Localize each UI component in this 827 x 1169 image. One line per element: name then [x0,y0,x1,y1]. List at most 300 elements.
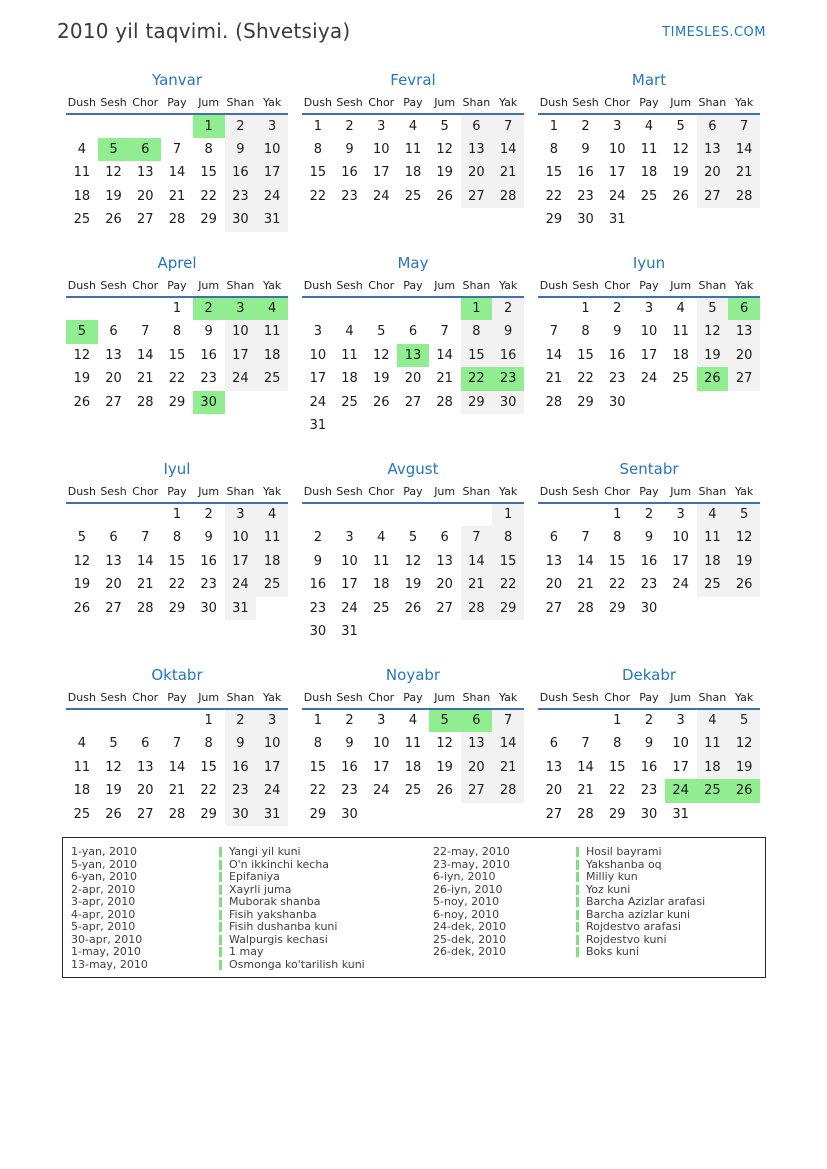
month-title: Iyun [632,253,666,272]
day-cell: 4 [256,503,288,527]
legend-holiday-name: Hosil bayrami [576,846,662,859]
day-cell-empty [334,297,366,321]
day-cell: 2 [581,118,590,134]
day-cell: 29 [168,600,186,616]
legend-holiday-name: Yoz kuni [576,884,630,897]
day-cell: 25 [672,371,689,387]
day-cell: 20 [105,371,122,387]
day-cell: 29 [492,597,524,621]
day-cell: 23 [200,577,217,593]
legend-row [71,959,433,972]
day-cell: 28 [492,779,524,803]
holiday-marker-icon [576,922,579,932]
day-cell: 4 [408,713,418,729]
day-cell: 24 [256,185,288,209]
day-cell: 27 [728,367,760,391]
day-cell: 1 [204,713,213,729]
day-cell-empty [728,208,760,232]
day-cell-empty [129,709,161,733]
day-cell-empty [98,114,130,138]
day-cell: 11 [372,553,390,569]
day-cell: 7 [172,736,182,752]
legend-date: 30-apr, 2010 [71,932,143,946]
day-cell: 3 [676,713,685,729]
day-cell: 13 [436,553,453,569]
weekday-header: Chor [132,96,159,109]
day-cell: 7 [141,530,150,546]
month-table [302,482,524,644]
day-cell: 24 [309,394,327,410]
day-cell-empty [665,391,697,415]
day-cell: 23 [200,371,217,387]
weekday-header: Shan [226,690,255,704]
weekday-header: Shan [226,96,255,109]
holiday-marker-icon [576,910,579,920]
day-cell: 17 [225,344,257,368]
holiday-marker-icon [219,922,222,932]
brand-link[interactable]: TIMESLES.COM [662,25,766,40]
day-cell-empty [98,503,130,527]
day-cell: 31 [608,212,626,228]
day-cell-empty [461,414,493,438]
day-cell-empty [538,503,570,527]
day-cell: 26 [105,806,122,822]
day-cell: 20 [105,577,122,593]
day-cell: 15 [168,553,186,569]
day-cell: 2 [225,709,257,733]
month-table [66,93,288,232]
day-cell: 15 [608,759,626,775]
day-cell: 9 [581,141,590,157]
day-cell: 4 [697,709,729,733]
legend-holiday-name: Walpurgis kechasi [219,934,328,947]
day-cell: 7 [461,526,493,550]
month-sentabr [538,459,760,621]
legend-holiday-name: Fisih yakshanba [219,909,317,922]
holiday-marker-icon [219,885,222,895]
day-cell: 29 [545,212,563,228]
day-cell: 28 [492,185,524,209]
day-cell: 8 [172,530,182,546]
weekday-header: Chor [604,484,631,498]
day-cell: 6 [141,736,150,752]
day-cell: 7 [172,141,182,157]
day-cell: 15 [200,165,217,181]
month-table [66,482,288,621]
day-cell: 4 [77,736,86,752]
month-title: Oktabr [151,665,203,684]
weekday-header: Pay [403,278,423,292]
day-cell-empty [365,620,397,644]
day-cell: 3 [225,503,257,527]
legend-date: 26-iyn, 2010 [433,882,503,896]
day-cell: 12 [436,736,453,752]
day-cell: 30 [193,391,225,415]
day-cell-empty [397,297,429,321]
weekday-header: Dush [539,278,568,292]
day-cell: 29 [608,806,626,822]
day-cell: 30 [492,391,524,415]
day-cell: 11 [697,526,729,550]
day-cell: 19 [697,344,729,368]
day-cell: 6 [440,530,449,546]
day-cell-empty [429,414,461,438]
day-cell: 11 [672,324,689,340]
day-cell: 30 [309,624,327,640]
day-cell: 28 [728,185,760,209]
day-cell: 14 [136,553,154,569]
day-cell: 5 [676,118,685,134]
day-cell: 26 [672,188,689,204]
day-cell: 31 [341,624,358,640]
weekday-header: Jum [434,690,456,704]
weekday-header: Sesh [336,484,363,498]
weekday-header: Shan [698,690,727,704]
day-cell: 5 [429,709,461,733]
legend-row [71,871,433,884]
day-cell: 12 [372,347,390,363]
weekday-header: Sesh [572,96,599,109]
day-cell: 22 [309,188,327,204]
month-title: Yanvar [151,71,203,89]
day-cell: 1 [461,297,493,321]
day-cell: 18 [672,347,689,363]
weekday-header: Sesh [572,484,599,498]
day-cell: 27 [697,185,729,209]
day-cell: 21 [461,573,493,597]
day-cell: 20 [136,783,154,799]
day-cell: 8 [461,320,493,344]
day-cell: 19 [436,165,453,181]
day-cell: 6 [109,530,118,546]
day-cell: 16 [608,347,626,363]
day-cell: 30 [200,600,217,616]
day-cell: 8 [172,324,182,340]
day-cell: 24 [372,783,390,799]
weekday-header: Shan [698,484,727,498]
day-cell: 9 [225,732,257,756]
month-yanvar [66,70,288,232]
legend-holiday-name: Barcha Azizlar arafasi [576,896,705,909]
day-cell: 26 [728,779,760,803]
day-cell: 14 [168,165,186,181]
weekday-header: Jum [198,278,220,292]
day-cell-empty [429,503,461,527]
day-cell: 25 [697,573,729,597]
holiday-marker-icon [219,947,222,957]
day-cell: 26 [436,783,453,799]
day-cell: 17 [225,550,257,574]
weekday-header: Yak [262,96,282,109]
legend-column-left [71,846,433,977]
day-cell: 8 [549,141,558,157]
weekday-header: Yak [498,484,518,498]
weekday-header: Yak [734,690,754,704]
day-cell: 22 [577,371,594,387]
day-cell: 30 [608,394,626,410]
day-cell: 3 [377,118,386,134]
day-cell: 19 [73,577,91,593]
day-cell: 15 [461,344,493,368]
legend-date: 2-apr, 2010 [71,882,136,896]
day-cell: 25 [256,573,288,597]
day-cell-empty [570,709,602,733]
day-cell: 18 [256,550,288,574]
day-cell: 1 [313,118,322,134]
day-cell: 10 [256,732,288,756]
legend-date: 26-dek, 2010 [433,945,507,958]
day-cell: 30 [341,806,358,822]
page-title: 2010 yil taqvimi. (Shvetsiya) [57,19,351,43]
day-cell: 4 [408,118,418,134]
day-cell: 14 [577,759,594,775]
day-cell: 14 [545,347,563,363]
month-table [66,276,288,415]
day-cell: 6 [549,530,558,546]
weekday-header: Pay [167,484,187,498]
day-cell: 13 [105,347,122,363]
day-cell: 23 [577,188,594,204]
day-cell: 22 [492,573,524,597]
weekday-header: Sesh [336,278,363,292]
weekday-header: Yak [734,96,754,109]
month-noyabr [302,665,524,827]
day-cell-empty [665,597,697,621]
legend-holiday-name: Rojdestvo kuni [576,934,667,947]
day-cell-empty [429,297,461,321]
day-cell: 4 [377,530,386,546]
day-cell: 31 [672,806,689,822]
weekday-header: Shan [226,484,255,498]
calendar-grid [66,70,827,826]
day-cell: 7 [728,114,760,138]
day-cell: 1 [549,118,558,134]
legend-holiday-name: Barcha azizlar kuni [576,909,690,922]
weekday-header: Yak [498,96,518,109]
day-cell-empty [66,297,98,321]
weekday-header: Dush [303,690,332,704]
weekday-header: Jum [198,484,220,498]
day-cell: 9 [492,320,524,344]
day-cell: 29 [309,806,327,822]
day-cell: 24 [225,573,257,597]
weekday-header: Jum [670,278,692,292]
day-cell: 8 [581,324,590,340]
day-cell: 10 [640,324,658,340]
day-cell: 31 [256,803,288,827]
month-title: Iyul [163,459,191,478]
legend-holiday-name: Fisih dushanba kuni [219,921,337,934]
day-cell: 23 [225,779,257,803]
legend-date: 4-apr, 2010 [71,907,136,921]
day-cell: 2 [492,297,524,321]
weekday-header: Sesh [100,96,127,109]
day-cell: 22 [608,783,626,799]
day-cell-empty [492,620,524,644]
day-cell: 18 [697,550,729,574]
day-cell-empty [66,503,98,527]
legend-date: 23-may, 2010 [433,857,510,871]
day-cell: 28 [436,394,453,410]
month-table [302,688,524,827]
weekday-header: Jum [198,690,220,704]
day-cell-empty [697,208,729,232]
day-cell: 1 [581,301,590,317]
day-cell: 5 [377,324,386,340]
day-cell: 15 [492,550,524,574]
legend-column-right [433,846,765,977]
day-cell: 8 [204,736,213,752]
day-cell-empty [429,803,461,827]
weekday-header: Pay [403,690,423,704]
day-cell: 21 [728,161,760,185]
weekday-header: Dush [67,484,96,498]
holiday-marker-icon [576,847,579,857]
day-cell: 21 [492,756,524,780]
weekday-header: Yak [498,278,518,292]
holiday-marker-icon [219,960,222,970]
day-cell: 26 [105,212,122,228]
day-cell: 21 [577,577,594,593]
day-cell-empty [397,803,429,827]
weekday-header: Sesh [336,690,363,704]
day-cell: 28 [168,806,186,822]
day-cell: 29 [168,394,186,410]
day-cell: 21 [577,783,594,799]
day-cell-empty [98,297,130,321]
weekday-header: Yak [498,690,518,704]
day-cell: 6 [549,736,558,752]
day-cell: 2 [204,507,213,523]
day-cell: 16 [492,344,524,368]
day-cell: 22 [309,783,327,799]
day-cell: 24 [640,371,658,387]
day-cell-empty [129,114,161,138]
day-cell: 28 [545,394,563,410]
weekday-header: Pay [167,690,187,704]
weekday-header: Sesh [100,690,127,704]
day-cell: 3 [225,297,257,321]
day-cell: 8 [492,526,524,550]
day-cell: 4 [697,503,729,527]
day-cell-empty [302,503,334,527]
month-iyul [66,459,288,621]
day-cell: 10 [672,736,689,752]
day-cell: 28 [577,806,594,822]
weekday-header: Chor [368,96,395,109]
weekday-header: Dush [303,96,332,109]
weekday-header: Shan [226,278,255,292]
day-cell: 14 [168,759,186,775]
day-cell: 21 [168,783,186,799]
day-cell: 9 [204,530,213,546]
day-cell: 4 [256,297,288,321]
day-cell: 15 [608,553,626,569]
day-cell: 23 [309,600,327,616]
day-cell: 3 [256,114,288,138]
day-cell-empty [633,208,665,232]
day-cell: 9 [225,138,257,162]
day-cell: 8 [313,141,322,157]
legend-date: 5-apr, 2010 [71,920,136,933]
day-cell-empty [225,391,257,415]
day-cell: 28 [461,597,493,621]
weekday-header: Shan [462,484,491,498]
holiday-marker-icon [576,935,579,945]
day-cell: 1 [313,713,322,729]
day-cell: 25 [697,779,729,803]
day-cell-empty [570,503,602,527]
day-cell: 12 [728,526,760,550]
day-cell: 16 [640,553,658,569]
day-cell: 21 [436,371,453,387]
legend-row [433,946,765,959]
day-cell: 15 [309,165,327,181]
day-cell-empty [728,597,760,621]
day-cell: 16 [577,165,594,181]
legend-row [71,921,433,934]
day-cell: 19 [404,577,422,593]
weekday-header: Shan [462,96,491,109]
legend-date: 6-iyn, 2010 [433,870,496,883]
weekday-header: Chor [604,278,631,292]
legend-date: 22-may, 2010 [433,845,510,858]
day-cell: 2 [613,301,622,317]
day-cell: 19 [672,165,689,181]
weekday-header: Yak [262,690,282,704]
day-cell: 26 [436,188,453,204]
month-may [302,253,524,438]
day-cell: 5 [77,530,86,546]
day-cell: 10 [341,553,358,569]
holiday-marker-icon [219,872,222,882]
day-cell: 25 [640,188,658,204]
weekday-header: Chor [368,278,395,292]
day-cell: 6 [461,114,493,138]
day-cell: 5 [728,709,760,733]
day-cell: 14 [436,347,453,363]
weekday-header: Dush [303,484,332,498]
month-iyun [538,253,760,415]
day-cell: 13 [461,732,493,756]
weekday-header: Jum [434,96,456,109]
day-cell: 20 [697,161,729,185]
day-cell: 17 [640,347,658,363]
day-cell: 27 [105,600,122,616]
day-cell: 27 [404,394,422,410]
day-cell: 28 [577,600,594,616]
weekday-header: Dush [67,278,96,292]
day-cell-empty [365,803,397,827]
day-cell: 26 [73,394,91,410]
day-cell: 16 [225,161,257,185]
legend-date: 3-apr, 2010 [71,895,136,908]
day-cell: 4 [644,118,654,134]
legend-date: 5-noy, 2010 [433,895,500,908]
month-table [302,276,524,438]
day-cell: 11 [697,732,729,756]
month-dekabr [538,665,760,827]
day-cell: 11 [73,165,91,181]
day-cell-empty [728,803,760,827]
month-fevral [302,70,524,208]
weekday-header: Sesh [572,690,599,704]
weekday-header: Chor [604,690,631,704]
day-cell: 30 [225,208,257,232]
day-cell-empty [334,414,366,438]
day-cell: 20 [436,577,453,593]
day-cell: 2 [345,118,354,134]
